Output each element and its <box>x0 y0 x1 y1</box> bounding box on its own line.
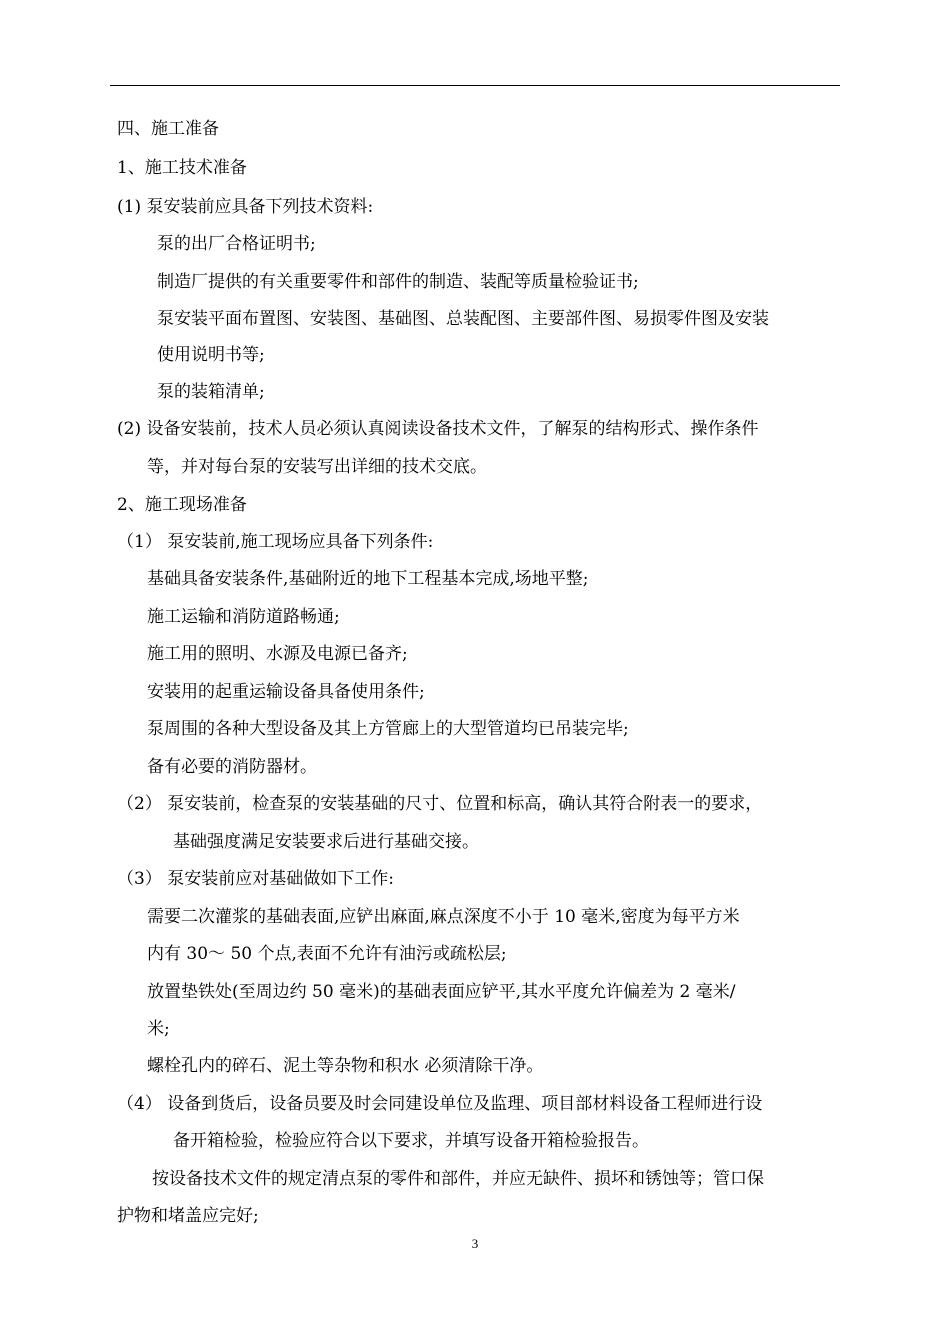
list-subitem: 泵周围的各种大型设备及其上方管廊上的大型管道均已吊装完毕; <box>147 719 629 739</box>
subsection-heading: 2、施工现场准备 <box>117 495 247 515</box>
subsection-heading: 1、施工技术准备 <box>117 158 247 178</box>
header-rule <box>110 85 840 86</box>
list-item-continuation: 备开箱检验，检验应符合以下要求，并填写设备开箱检验报告。 <box>173 1131 649 1151</box>
list-subitem: 安装用的起重运输设备具备使用条件; <box>147 682 425 702</box>
list-subitem: 施工运输和消防道路畅通; <box>147 607 340 627</box>
page-number: 3 <box>471 1236 479 1251</box>
list-subitem: 基础具备安装条件,基础附近的地下工程基本完成,场地平整; <box>147 569 589 589</box>
list-subitem-continuation: 使用说明书等; <box>157 345 265 365</box>
list-subitem-continuation: 内有 30～ 50 个点,表面不允许有油污或疏松层; <box>147 944 507 964</box>
list-subitem: 制造厂提供的有关重要零件和部件的制造、装配等质量检验证书; <box>157 272 639 292</box>
list-subitem: 需要二次灌浆的基础表面,应铲出麻面,麻点深度不小于 10 毫米,密度为每平方米 <box>147 907 740 927</box>
list-item: （2） 泵安装前，检查泵的安装基础的尺寸、位置和标高，确认其符合附表一的要求， <box>117 794 763 814</box>
list-subitem: 备有必要的消防器材。 <box>147 757 317 777</box>
list-item: (2) 设备安装前，技术人员必须认真阅读设备技术文件，了解泵的结构形式、操作条件 <box>117 419 759 439</box>
list-item: （1） 泵安装前,施工现场应具备下列条件: <box>117 532 434 552</box>
list-item-continuation: 等，并对每台泵的安装写出详细的技术交底。 <box>147 457 487 477</box>
list-subitem: 泵安装平面布置图、安装图、基础图、总装配图、主要部件图、易损零件图及安装 <box>157 309 769 329</box>
paragraph-continuation: 护物和堵盖应完好; <box>117 1206 259 1226</box>
list-item: （4） 设备到货后，设备员要及时会同建设单位及监理、项目部材料设备工程师进行设 <box>117 1094 763 1114</box>
list-item: (1) 泵安装前应具备下列技术资料: <box>117 197 374 217</box>
list-subitem: 螺栓孔内的碎石、泥土等杂物和积水 必须清除干净。 <box>147 1056 544 1076</box>
section-heading: 四、施工准备 <box>117 119 219 139</box>
list-item: （3） 泵安装前应对基础做如下工作: <box>117 869 394 889</box>
list-subitem: 泵的装箱清单; <box>157 382 265 402</box>
list-subitem: 放置垫铁处(至周边约 50 毫米)的基础表面应铲平,其水平度允许偏差为 2 毫米/ <box>147 982 736 1002</box>
paragraph: 按设备技术文件的规定清点泵的零件和部件，并应无缺件、损坏和锈蚀等；管口保 <box>152 1169 764 1189</box>
list-subitem: 施工用的照明、水源及电源已备齐; <box>147 644 408 664</box>
list-item-continuation: 基础强度满足安装要求后进行基础交接。 <box>173 832 479 852</box>
list-subitem: 泵的出厂合格证明书; <box>157 234 316 254</box>
list-subitem-continuation: 米; <box>147 1019 170 1039</box>
